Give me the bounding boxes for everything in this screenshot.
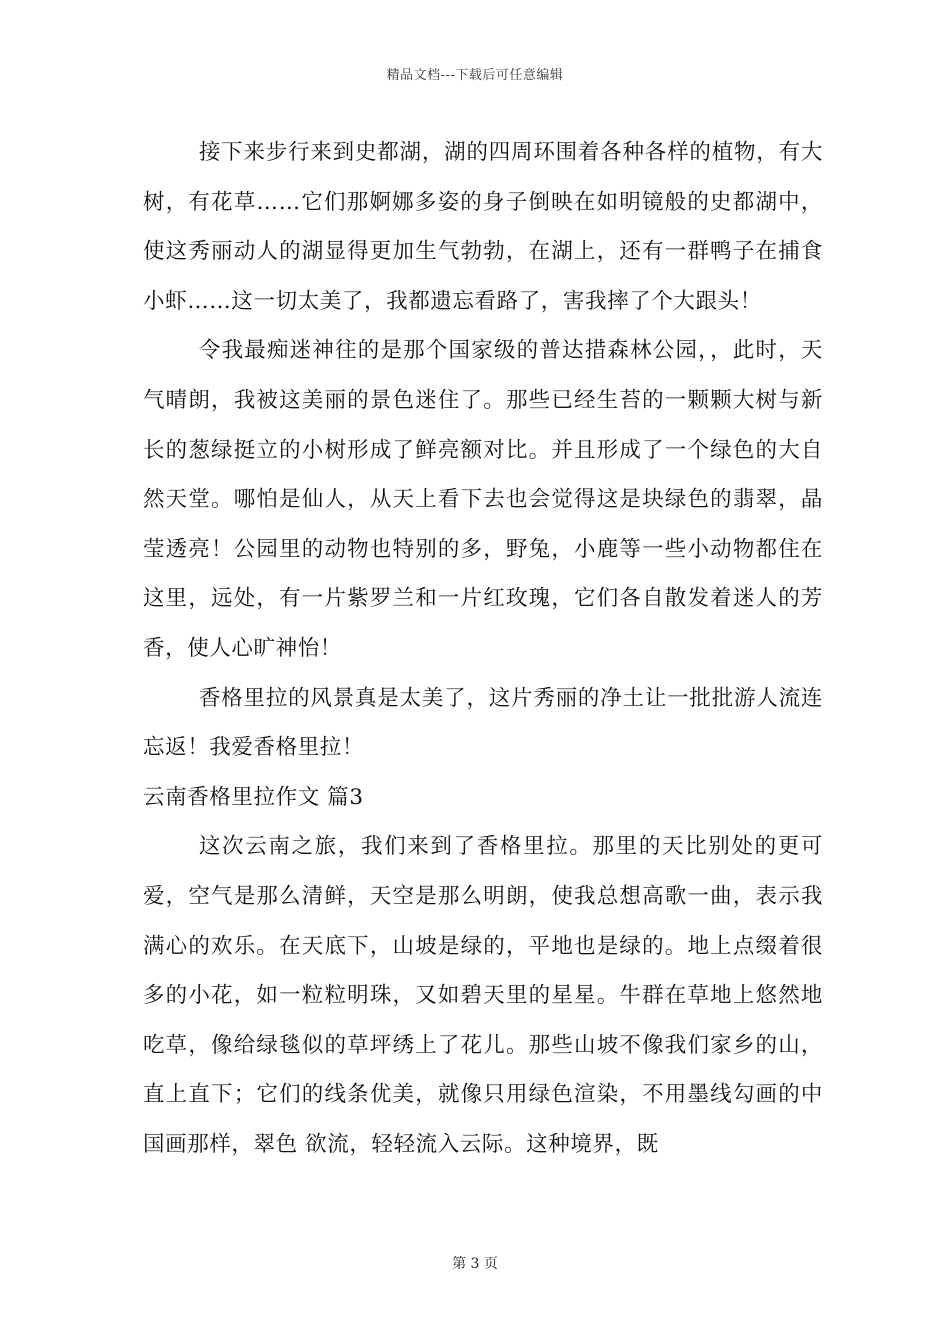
paragraph-yunnan-trip: 这次云南之旅，我们来到了香格里拉。那里的天比别处的更可爱，空气是那么清鲜，天空是那么明朗，使我总想高歌一曲，表示我满心的欢乐。在天底下，山坡是绿的，平地也是绿的。地上点缀着很多的小花，如一粒粒明珠，又如碧天里的星星。牛群在草地上悠然地吃草，像给绿毯似的草坪绣上了花儿。那些山坡不像我们家乡的山，直上直下；它们的线条优美，就像只用绿色渲染，不用墨线勾画的中国画那样，翠色 欲流，轻轻流入云际。这种境界，既 bbox=[143, 834, 823, 1157]
paragraph-pudacuo-park: 令我最痴迷神往的是那个国家级的普达措森林公园，，此时，天气晴朗，我被这美丽的景色迷住了。那些已经生苔的一颗颗大树与新长的葱绿挺立的小树形成了鲜亮额对比。并且形成了一个绿色的大自然天堂。哪怕是仙人，从天上看下去也会觉得这是块绿色的翡翠，晶莹透亮！公园里的动物也特别的多，野兔，小鹿等一些小动物都住在这里，远处，有一片紫罗兰和一片红玫瑰，它们各自散发着迷人的芳香，使人心旷神怡！ bbox=[143, 338, 823, 661]
paragraph-shidu-lake: 接下来步行来到史都湖，湖的四周环围着各种各样的植物，有大树，有花草……它们那婀娜多姿的身子倒映在如明镜般的史都湖中，使这秀丽动人的湖显得更加生气勃勃，在湖上，还有一群鸭子在捕食小虾……这一切太美了，我都遗忘看路了，害我摔了个大跟头！ bbox=[143, 140, 823, 314]
document-body bbox=[143, 128, 823, 1169]
section-heading: 云南香格里拉作文 篇3 bbox=[143, 784, 364, 810]
page-number: 第 3 页 bbox=[452, 1256, 498, 1272]
page-header: 精品文档---下载后可任意编辑 bbox=[386, 68, 564, 83]
paragraph-shangri-la-praise: 香格里拉的风景真是太美了，这片秀丽的净土让一批批游人流连忘返！我爱香格里拉！ bbox=[143, 685, 823, 761]
